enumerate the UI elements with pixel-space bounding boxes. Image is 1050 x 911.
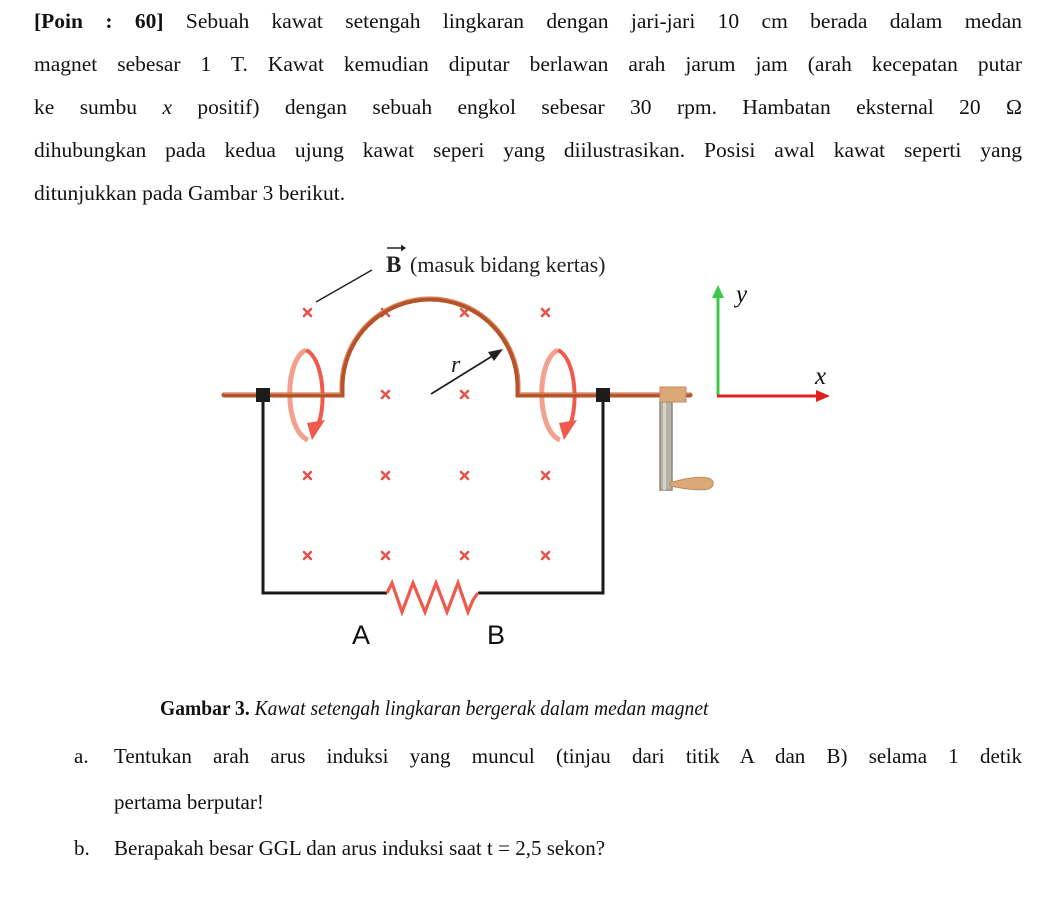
field-into-page-icon [461,391,468,398]
problem-statement [34,0,1022,215]
terminal-left [256,388,270,402]
coordinate-axes [712,281,830,402]
points-label: [Poin : 60] [34,9,164,33]
field-label-leader [316,270,372,302]
field-into-page-icon [304,472,311,479]
field-into-page-icon [382,391,389,398]
point-a-label: A [352,620,371,650]
point-b-label: B [487,620,506,650]
field-into-page-icon [382,552,389,559]
vector-arrowhead-icon [401,245,406,252]
problem-line-5: ditunjukkan pada Gambar 3 berikut. [34,181,346,205]
field-description: (masuk bidang kertas) [410,252,606,277]
problem-line-1 [34,0,1022,43]
field-into-page-icon [542,552,549,559]
problem-line-4: dihubungkan pada kedua ujung kawat seperi yang diilustrasikan. Posisi awal kawat seperti yang [34,138,1022,162]
radius-arrowhead-icon [488,349,503,361]
problem-line-3 [34,86,1022,129]
rotation-arrowhead-icon [559,420,577,440]
field-into-page-icon [542,472,549,479]
question-b-label: b. [74,836,90,860]
problem-line-1-text: Sebuah kawat setengah lingkaran dengan jari-jari 10 cm berada dalam medan [185,9,1023,33]
field-symbol: B [386,252,402,277]
question-b-line-1: Berapakah besar GGL dan arus induksi saat t = 2,5 sekon? [114,836,606,860]
question-a-line-2: pertama berputar! [114,790,264,814]
caption-label: Gambar 3. [160,696,250,720]
y-axis-arrowhead-icon [712,285,724,298]
field-into-page-icon [461,552,468,559]
field-into-page-icon [304,309,311,316]
field-into-page-icon [461,309,468,316]
x-axis-label: x [815,363,827,390]
field-into-page-icon [382,472,389,479]
rotation-arrowhead-icon [307,420,325,440]
question-a-line-1: Tentukan arah arus induksi yang muncul (tinjau dari titik A dan B) selama 1 detik [114,744,1022,768]
radius-arrow [431,355,494,394]
radius-label: r [451,352,461,378]
question-a-label: a. [74,744,89,768]
x-axis-arrowhead-icon [816,390,830,402]
semicircle-wire [224,297,690,395]
resistor-icon [387,583,478,612]
problem-line-3-a: ke sumbu [34,95,163,119]
magnetic-field-marks [304,309,549,559]
y-axis-label: y [736,281,748,308]
problem-line-2: magnet sebesar 1 T. Kawat kemudian diputar berlawan arah jarum jam (arah kecepatan putar [34,52,1022,76]
crank-handle [660,387,713,490]
figure-3-diagram [0,240,1050,660]
field-into-page-icon [304,552,311,559]
caption-text: Kawat setengah lingkaran bergerak dalam medan magnet [254,696,709,720]
field-label [386,245,606,278]
problem-line-3-b: positif) dengan sebuah engkol sebesar 30 rpm. Hambatan eksternal 20 Ω [171,95,1022,119]
field-into-page-icon [542,309,549,316]
field-into-page-icon [461,472,468,479]
variable-x: x [162,95,172,119]
terminal-right [596,388,610,402]
figure-caption [160,696,708,721]
